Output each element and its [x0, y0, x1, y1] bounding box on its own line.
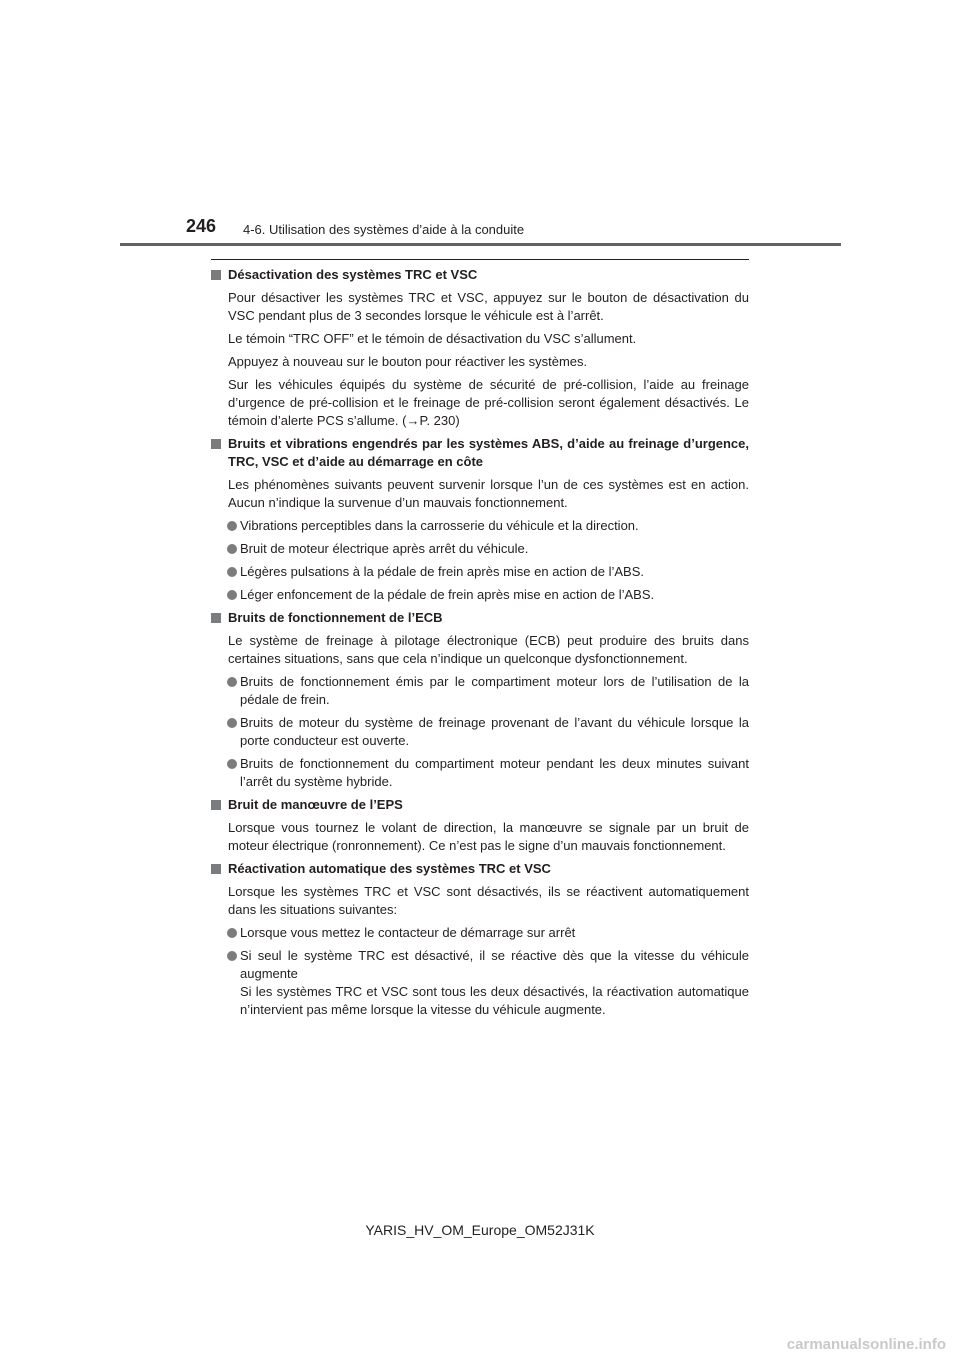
list-item — [211, 540, 749, 558]
round-bullet-icon — [227, 759, 237, 769]
section-auto-reactivation — [211, 860, 749, 1019]
paragraph: Le témoin “TRC OFF” et le témoin de désactivation du VSC s’allument. — [228, 331, 637, 346]
section-title: Désactivation des systèmes TRC et VSC — [228, 267, 478, 282]
section-trc-vsc-deactivation — [211, 266, 749, 430]
list-item-text: Léger enfoncement de la pédale de frein après mise en action de l’ABS. — [240, 587, 655, 602]
paragraph: Lorsque vous tournez le volant de direction, la manœuvre se signale par un bruit de moteur électrique (ronronnement). Ce n’est pas le signe d’un mauvais fonctionnement. — [228, 820, 749, 853]
round-bullet-icon — [227, 951, 237, 961]
list-item — [211, 714, 749, 750]
list-item-continuation — [211, 983, 749, 1019]
paragraph: Sur les véhicules équipés du système de sécurité de pré-collision, l’aide au freinage d’urgence de pré-collision et le freinage de pré-collision seront également désactivés. Le témoin d’alerte PCS s’allume. (→P. 230) — [228, 377, 749, 428]
square-bullet-icon — [211, 864, 221, 874]
list-item — [211, 947, 749, 983]
round-bullet-icon — [227, 718, 237, 728]
list-item — [211, 517, 749, 535]
list-item-text: Bruits de moteur du système de freinage provenant de l’avant du véhicule lorsque la porte conducteur est ouverte. — [240, 715, 749, 748]
list-item-text: Lorsque vous mettez le contacteur de démarrage sur arrêt — [240, 925, 576, 940]
section-eps-noise — [211, 796, 749, 855]
chapter-title: 4-6. Utilisation des systèmes d’aide à la conduite — [243, 222, 525, 237]
section-heading — [211, 609, 749, 627]
section-heading — [211, 860, 749, 878]
paragraph: Appuyez à nouveau sur le bouton pour réactiver les systèmes. — [228, 354, 588, 369]
round-bullet-icon — [227, 928, 237, 938]
page-number: 246 — [186, 216, 217, 236]
list-item-text: Si seul le système TRC est désactivé, il se réactive dès que la vitesse du véhicule augmente — [240, 948, 749, 981]
round-bullet-icon — [227, 544, 237, 554]
section-rule — [211, 259, 749, 260]
round-bullet-icon — [227, 677, 237, 687]
header-rule — [120, 243, 841, 246]
section-title: Bruits de fonctionnement de l’ECB — [228, 610, 443, 625]
watermark: carmanualsonline.info — [786, 1336, 946, 1353]
paragraph: Le système de freinage à pilotage électronique (ECB) peut produire des bruits dans certaines situations, sans que cela n’indique un quelconque dysfonctionnement. — [228, 633, 749, 666]
list-item-text: Légères pulsations à la pédale de frein après mise en action de l’ABS. — [240, 564, 644, 579]
list-item-text: Vibrations perceptibles dans la carrosserie du véhicule et la direction. — [240, 518, 639, 533]
list-item-text: Bruits de fonctionnement émis par le compartiment moteur lors de l’utilisation de la pédale de frein. — [240, 674, 749, 707]
section-ecb-noise — [211, 609, 749, 791]
square-bullet-icon — [211, 613, 221, 623]
list-item — [211, 755, 749, 791]
list-item-text: Bruits de fonctionnement du compartiment moteur pendant les deux minutes suivant l’arrêt du système hybride. — [240, 756, 749, 789]
round-bullet-icon — [227, 567, 237, 577]
round-bullet-icon — [227, 521, 237, 531]
section-heading — [211, 796, 749, 814]
paragraph: Lorsque les systèmes TRC et VSC sont désactivés, ils se réactivent automatiquement dans les situations suivantes: — [228, 884, 749, 917]
footer-doc-code: YARIS_HV_OM_Europe_OM52J31K — [365, 1222, 595, 1238]
list-item — [211, 673, 749, 709]
square-bullet-icon — [211, 439, 221, 449]
section-heading — [211, 435, 749, 471]
section-heading — [211, 266, 749, 284]
list-item-text: Bruit de moteur électrique après arrêt du véhicule. — [240, 541, 529, 556]
page-content — [211, 266, 749, 1024]
round-bullet-icon — [227, 590, 237, 600]
square-bullet-icon — [211, 800, 221, 810]
square-bullet-icon — [211, 270, 221, 280]
paragraph: Les phénomènes suivants peuvent survenir lorsque l’un de ces systèmes est en action. Aucun n’indique la survenue d’un mauvais fonctionnement. — [228, 477, 749, 510]
list-item — [211, 586, 749, 604]
paragraph: Pour désactiver les systèmes TRC et VSC, appuyez sur le bouton de désactivation du VSC pendant plus de 3 secondes lorsque le véhicule est à l’arrêt. — [228, 290, 749, 323]
section-noise-vibrations — [211, 435, 749, 604]
list-item-text: Si les systèmes TRC et VSC sont tous les deux désactivés, la réactivation automatique n’intervient pas même lorsque la vitesse du véhicule augmente. — [240, 984, 749, 1017]
section-title: Bruits et vibrations engendrés par les systèmes ABS, d’aide au freinage d’urgence, TRC, VSC et d’aide au démarrage en côte — [228, 436, 749, 469]
list-item — [211, 563, 749, 581]
section-title: Bruit de manœuvre de l’EPS — [228, 797, 403, 812]
list-item — [211, 924, 749, 942]
section-title: Réactivation automatique des systèmes TRC et VSC — [228, 861, 551, 876]
